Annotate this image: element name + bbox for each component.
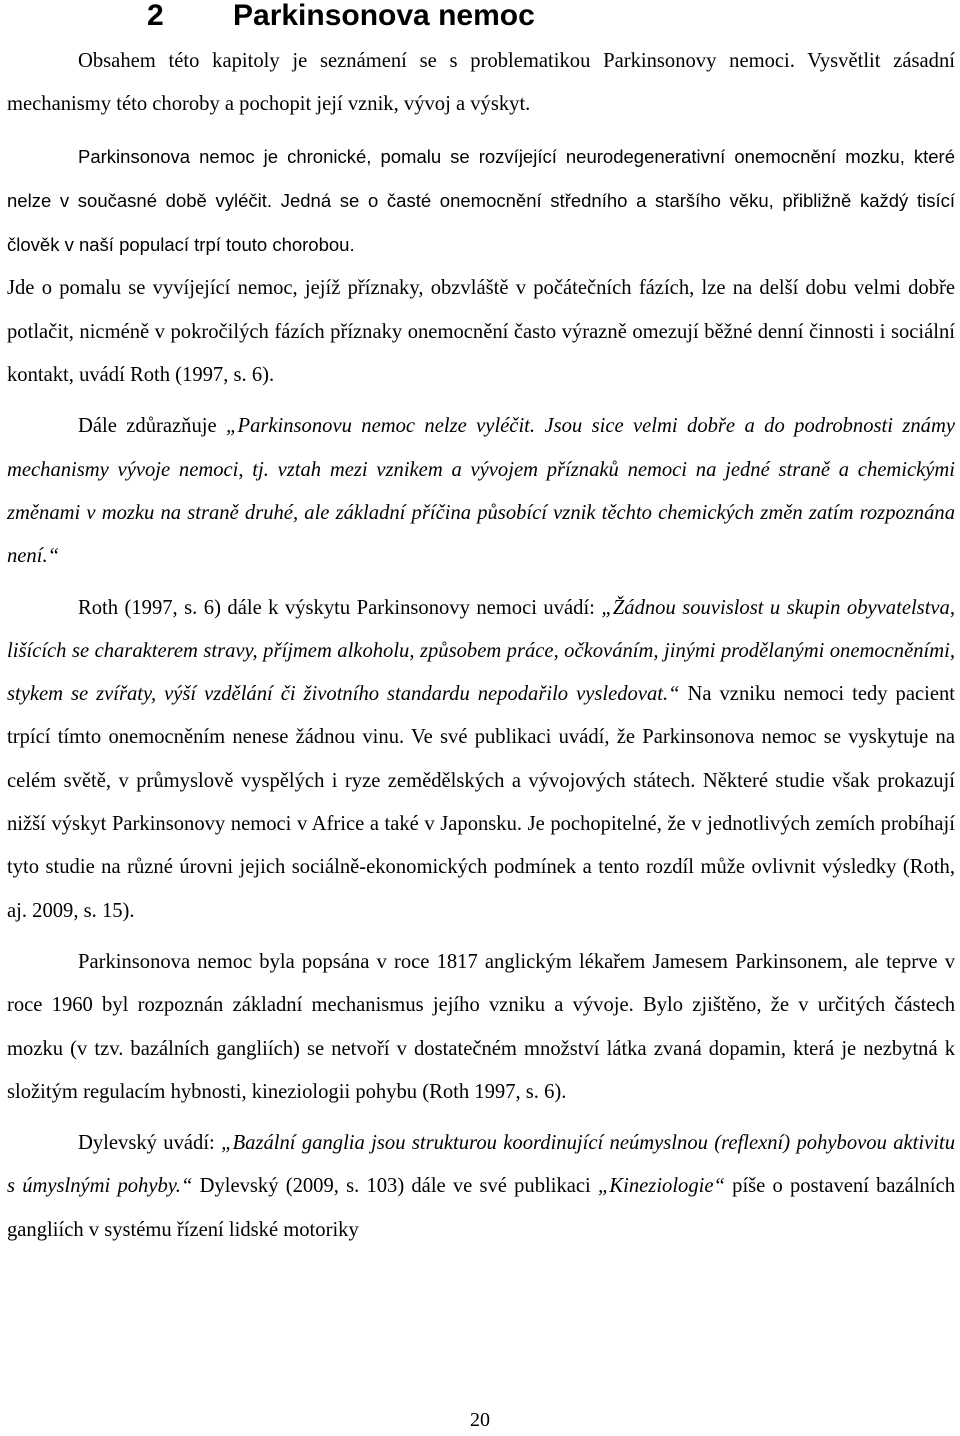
occurrence-quote: „Žádnou souvislost u skupin obyvatelstva, lišících se charakterem stravy, příjmem alkoholu, způsobem práce, očkováním, jinými prodělanými onemocněními, stykem se zvířaty, výší vzdělání či životního standardu nepodařilo vysledovat.“ [7,596,955,706]
dylevsky-intro: Dylevský uvádí: [78,1132,222,1155]
dylevsky-end: píše o postavení bazálních gangliích v systému řízení lidské motoriky [7,1175,956,1241]
paragraph-history: Parkinsonova nemoc byla popsána v roce 1817 anglickým lékařem Jamesem Parkinsonem, ale teprve v roce 1960 byl rozpoznán základní mechanismus jejího vzniku a vývoje. Bylo zjištěno, že v určitých částech mozku (v tzv. bazálních gangliích) se netvoří v dostatečném množství látka zvaná dopamin, která je nezbytná k složitým regulacím hybnosti, kineziologii pohybu (Roth 1997, s. 6). [7,950,955,1103]
paragraph-definition [7,135,955,268]
quote-text: „Parkinsonovu nemoc nelze vyléčit. Jsou sice velmi dobře a do podrobnosti známy mechanismy vývoje nemoci, tj. vztah mezi vznikem a vývojem příznaků nemoci na jedné straně a chemickými změnami v mozku na straně druhé, ale základní příčina působící vznik těchto chemických změn zatím rozpoznána není.“ [7,415,955,568]
paragraph-progression: Jde o pomalu se vyvíjející nemoc, jejíž příznaky, obzvláště v počátečních fázích, lze na delší dobu velmi dobře potlačit, nicméně v pokročilých fázích příznaky onemocnění často výrazně omezují běžné denní činnosti i sociální kontakt, uvádí Roth (1997, s. 6). [7,277,955,387]
paragraph-dylevsky [7,1122,955,1252]
occurrence-text: Na vzniku nemoci tedy pacient trpící tímto onemocněním nenese žádnou vinu. Ve své publikaci uvádí, že Parkinsonova nemoc se vyskytuje na celém světě, v průmyslově vyspělých i ryze zemědělských a vývojových státech. Některé studie však prokazují nižší výskyt Parkinsonovy nemoci v Africe a také v Japonsku. Je pochopitelné, že v jednotlivých zemích probíhají tyto studie na různé úrovni jejich sociálně-ekonomických podmínek a tento rozdíl může ovlivnit výsledky (Roth, aj. 2009, s. 15). [7,683,955,922]
chapter-number: 2 [147,0,164,32]
quote-intro: Dále zdůrazňuje [78,415,227,438]
occurrence-intro: Roth (1997, s. 6) dále k výskytu Parkinsonovy nemoci uvádí: [78,596,602,619]
dylevsky-mid: Dylevský (2009, s. 103) dále ve své publikaci [192,1175,598,1198]
book-title: „Kineziologie“ [597,1175,725,1198]
paragraph-occurrence [7,587,955,933]
paragraph-intro: Obsahem této kapitoly je seznámení se s problematikou Parkinsonovy nemoci. Vysvětlit zásadní mechanismy této choroby a pochopit její vznik, vývoj a výskyt. [7,50,955,116]
definition-sentence: Parkinsonova nemoc je chronické, pomalu se rozvíjející neurodegenerativní onemocnění mozku, které nelze v současné době vyléčit. Jedná se o časté onemocnění středního a staršího věku, přibližně každý tisící člověk v naší populací trpí touto chorobou. [7,145,955,256]
chapter-title: Parkinsonova nemoc [233,0,535,32]
dylevsky-quote: „Bazální ganglia jsou strukturou koordinující neúmyslnou (reflexní) pohybovou aktivitu s úmyslnými pohyby.“ [7,1132,955,1198]
body-text [7,40,955,1252]
paragraph-roth-quote [7,405,955,578]
chapter-heading [147,0,535,32]
page-number: 20 [470,1409,490,1431]
